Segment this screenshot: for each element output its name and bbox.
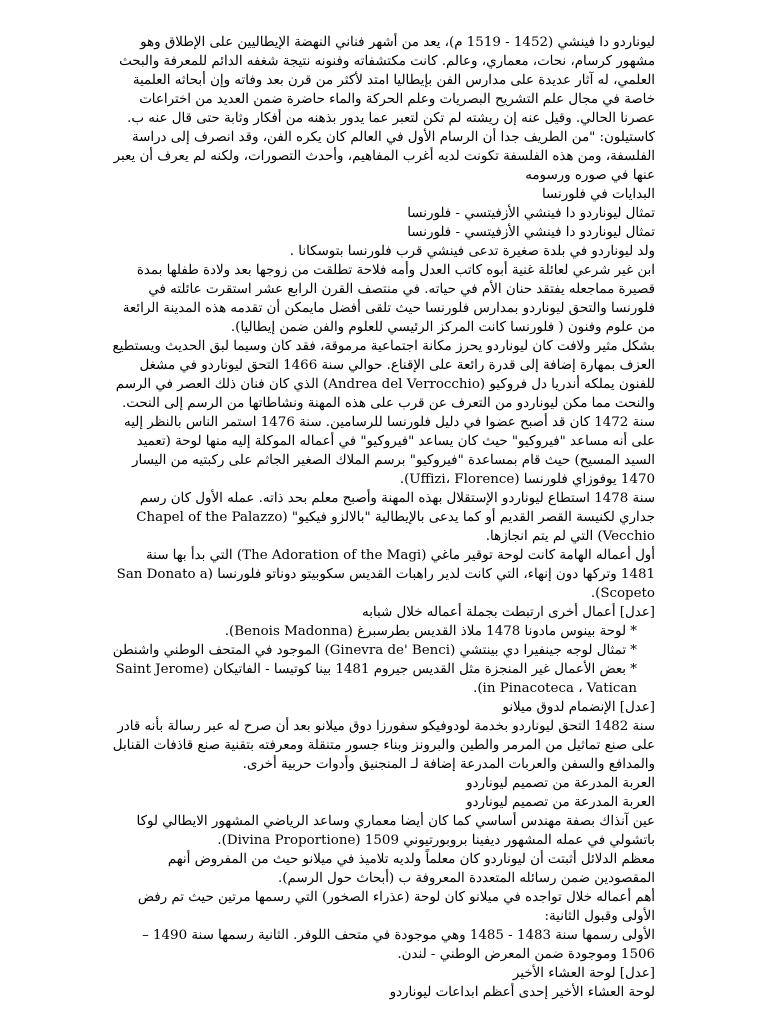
paragraph-family: ابن غير شرعي لعائلة غنية أبوه كاتب العدل وأمه فلاحة تطلقت من زوجها بعد ولادة طفلها بمدة قصيرة مماجعله يفتقد حنان الأم في حياته. في منتصف القرن الرابع عشر استقرت عائلته في فلورنسا والتحق ليوناردو بمدارس فلورنسا حيث تلقى أفضل مايمكن أن تقدمه هذه المدينة الرائعة من علوم وفنون ( فلورنسا كانت المركز الرئيسي للعلوم والفن ضمن إيطاليا). (122, 263, 655, 335)
section-heading-last-supper: [عدل] لوحة العشاء الأخير (512, 966, 655, 981)
image-caption: العربة المدرعة من تصميم ليوناردو (466, 795, 655, 810)
paragraph-virgin-rocks: أهم أعماله خلال تواجده في ميلانو كان لوحة (عذراء الصخور) التي رسمها مرتين حيث تم رفض الأولى وقبول الثانية: (137, 890, 655, 924)
paragraph-1482: سنة 1482 التحق ليوناردو بخدمة لودوفيكو سفورزا دوق ميلانو بعد أن صرح له عبر رسالة بأنه قادر على صنع تماثيل من المرمر والطين والبرونز وبناء جسور متنقلة ومعرفته بتقنية صنع قاذفات القنابل والمدافع والسفن والعربات المدرعة إضافة لـ المنجنيق وأدوات حربية أخرى. (112, 719, 655, 772)
paragraph-birth: ولد ليوناردو في بلدة صغيرة تدعى فينشي قرب فلورنسا بتوسكانا . (289, 244, 655, 259)
paragraph-magi: أول أعماله الهامة كانت لوحة توقير ماغي (The Adoration of the Magi) التي بدأ بها سنة 1481 وتركها دون إنهاء، التي كانت لدير راهبات القديس سكوبيتو دوناتو فلورنسا (San Donato a Scopeto). (116, 548, 655, 601)
section-heading-milan: [عدل] الإنضمام لدوق ميلانو (502, 700, 655, 715)
paragraph-verrocchio: بشكل مثير ولافت كان ليوناردو يحرز مكانة اجتماعية مرموقة، فقد كان وسيما لبق الحديث ويستطيع العزف بمهارة إضافة إلى قدرة رائعة على الإقناع. حوالي سنة 1466 التحق ليوناردو في مشغل للفنون يملكه أندريا دل فروكيو (Andrea del Verrocchio) الذي كان فنان ذلك العصر في الرسم والنحت مما مكن ليوناردو من التعرف عن قرب على هذه المهنة ونشاطاتها من الرسم إلى النحت. (112, 339, 655, 411)
paragraph-last-supper: لوحة العشاء الأخير إحدى أعظم ابداعات ليوناردو (389, 985, 655, 1000)
paragraph-students: معظم الدلائل أثبتت أن ليوناردو كان معلماً ولديه تلاميذ في ميلانو حيث من المفروض أنهم المقصودين ضمن رسائله المتعددة المعروفة ب (أبحاث حول الرسم). (167, 852, 655, 886)
paragraph-1478: سنة 1478 استطاع ليوناردو الإستقلال بهذه المهنة وأصبح معلم بحد ذاته. عمله الأول كان رسم جداري لكنيسة القصر القديم أو كما يدعى بالإيطالية "بالالزو فيكيو" (Chapel of the Palazzo Vecchio) التي لم يتم انجازها. (136, 491, 655, 544)
paragraph-engineer: عين آنذاك بصفة مهندس أساسي كما كان أيضا معماري وساعد الرياضي المشهور الايطالي لوكا باتشولي في عمله المشهور ديفينا بروبورتيوني 1509 (Divina Proportione). (136, 814, 655, 848)
list-item: * تمثال لوجه جينفيرا دي بينتشي (Ginevra de' Benci) الموجود في المتحف الوطني واشنطن (112, 643, 637, 658)
paragraph-1472: سنة 1472 كان قد أصبح عضوا في دليل فلورنسا للرسامين. سنة 1476 استمر الناس بالنظر إليه على أنه مساعد "فيروكيو" حيث كان يساعد "فيروكيو" في أعماله الموكلة إليه منها لوحة (تعميد السيد المسيح) حيث قام بمساعدة "فيروكيو" برسم الملاك الصغير الجاثم على ركبتيه من اليسار 1470 يوفوزاي فلورنسا (Uffizi، Florence). (124, 415, 655, 487)
section-heading-florence: البدايات في فلورنسا (541, 187, 655, 202)
list-item: * لوحة بينوس مادونا 1478 ملاذ القديس بطرسبرغ (Benois Madonna). (224, 624, 637, 639)
intro-paragraph: ليوناردو دا فينشي (1452 - 1519 م)، يعد من أشهر فناني النهضة الإيطاليين على الإطلاق وهو مشهور كرسام، نحات، معماري، وعالم. كانت مكتشفاته وفنونه نتيجة شغفه الدائم للمعرفة والبحث العلمي، له آثار عديدة على مدارس الفن بإيطاليا امتد لأكثر من قرن بعد وفاته وإن أبحاثه العلمية خاصة في مجال علم التشريح البصريات وعلم الحركة والماء حاضرة ضمن العديد من اختراعات عصرنا الحالي. وقيل عنه إن ريشته لم تكن لتعبر عما يدور بذهنه من أفكار وثابة حتى قال عنه ب. كاستيلون: "من الطريف جدا أن الرسام الأول في العالم كان يكره الفن، وقد انصرف إلى دراسة الفلسفة، ومن هذه الفلسفة تكونت لديه أغرب المفاهيم، وأحدث التصورات، ولكنه لم يعرف أن يعبر عنها في صوره ورسومه (113, 35, 655, 183)
image-caption: العربة المدرعة من تصميم ليوناردو (466, 776, 655, 791)
list-item: * بعض الأعمال غير المنجزة مثل القديس جيروم 1481 بينا كوتيسا - الفاتيكان (Saint Jerome in Pinacoteca ، Vatican). (115, 662, 637, 696)
section-heading-early-works: [عدل] أعمال أخرى ارتبطت بجملة أعماله خلال شبابه (362, 605, 655, 620)
paragraph-versions: الأولى رسمها سنة 1483 - 1485 وهي موجودة في متحف اللوفر. الثانية رسمها سنة 1490 – 1506 وموجودة ضمن المعرض الوطني - لندن. (142, 928, 655, 962)
image-caption: تمثال ليوناردو دا فينشي الأزفيتسي - فلورنسا (407, 225, 655, 240)
document-body (110, 33, 655, 1002)
image-caption: تمثال ليوناردو دا فينشي الأزفيتسي - فلورنسا (407, 206, 655, 221)
